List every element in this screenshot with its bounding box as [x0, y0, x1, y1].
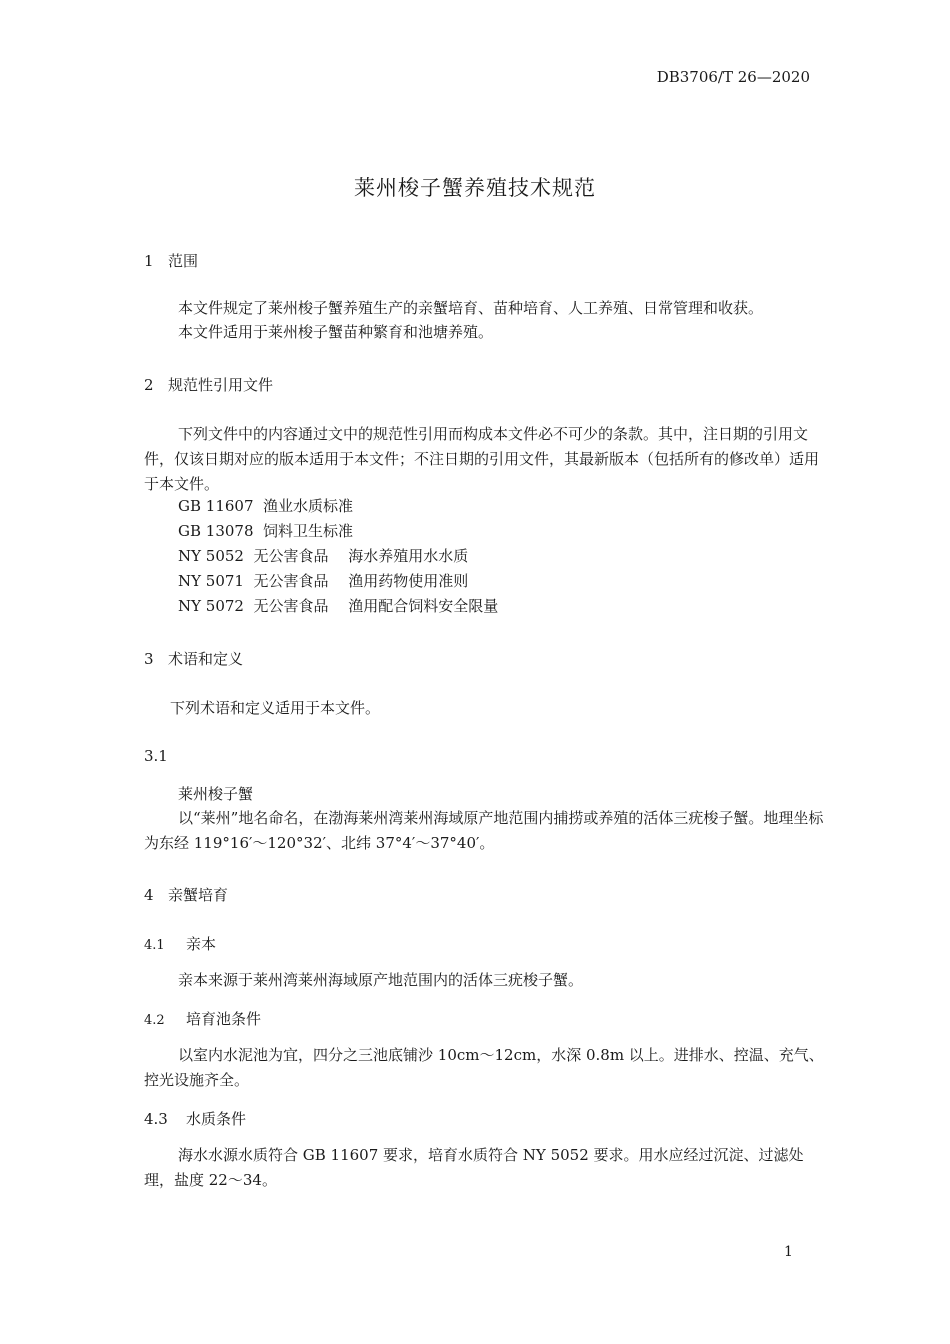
reference-name: 无公害食品 渔用配合饲料安全限量 — [253, 597, 499, 615]
paragraph: 本文件规定了莱州梭子蟹养殖生产的亲蟹培育、苗种培育、人工养殖、日常管理和收获。 — [178, 299, 764, 317]
reference-item — [178, 544, 468, 569]
section-title: 亲蟹培育 — [168, 886, 229, 904]
reference-item — [178, 569, 468, 594]
subsection-number: 4.3 — [144, 1110, 168, 1128]
section-title: 规范性引用文件 — [168, 376, 274, 394]
reference-name: 渔业水质标准 — [263, 497, 354, 515]
reference-name: 无公害食品 渔用药物使用准则 — [253, 572, 469, 590]
subsection-4-2-heading — [144, 1008, 261, 1029]
subsection-4-3-heading — [144, 1108, 246, 1129]
section-number: 1 — [144, 252, 154, 270]
reference-code: GB 13078 — [178, 522, 254, 540]
paragraph: 下列术语和定义适用于本文件。 — [170, 699, 381, 717]
subsection-4-1-heading — [144, 933, 216, 954]
reference-code: NY 5072 — [178, 597, 244, 615]
term-definition: 以“莱州”地名命名，在渤海莱州湾莱州海域原产地范围内捕捞或养殖的活体三疣梭子蟹。地理坐标为东经 119°16′～120°32′、北纬 37°4′～37°40′。 — [144, 809, 824, 852]
reference-code: NY 5071 — [178, 572, 244, 590]
paragraph: 亲本来源于莱州湾莱州海域原产地范围内的活体三疣梭子蟹。 — [178, 971, 584, 989]
subsection-number: 4.2 — [144, 1013, 165, 1028]
subsection-number: 4.1 — [144, 938, 165, 953]
subsection-3-1-number: 3.1 — [144, 747, 168, 765]
reference-name: 饲料卫生标准 — [263, 522, 354, 540]
section-number: 3 — [144, 650, 154, 668]
section-3-heading — [144, 648, 243, 669]
section-number: 2 — [144, 376, 154, 394]
section-4-heading — [144, 884, 228, 905]
subsection-title: 培育池条件 — [186, 1010, 262, 1028]
paragraph: 本文件适用于莱州梭子蟹苗种繁育和池塘养殖。 — [178, 323, 494, 341]
paragraph: 以室内水泥池为宜，四分之三池底铺沙 10cm～12cm，水深 0.8m 以上。进排水、控温、充气、控光设施齐全。 — [144, 1046, 824, 1089]
subsection-title: 水质条件 — [186, 1110, 247, 1128]
section-number: 4 — [144, 886, 154, 904]
section-title: 术语和定义 — [168, 650, 244, 668]
document-title: 莱州梭子蟹养殖技术规范 — [354, 176, 596, 200]
reference-item — [178, 519, 353, 544]
section-1-heading — [144, 250, 198, 271]
reference-item — [178, 594, 498, 619]
subsection-title: 亲本 — [186, 935, 217, 953]
reference-code: GB 11607 — [178, 497, 254, 515]
page-number: 1 — [784, 1244, 793, 1260]
paragraph: 海水水源水质符合 GB 11607 要求，培育水质符合 NY 5052 要求。用水应经过沉淀、过滤处理，盐度 22～34。 — [144, 1146, 804, 1189]
reference-item — [178, 494, 353, 519]
section-title: 范围 — [168, 252, 199, 270]
reference-code: NY 5052 — [178, 547, 244, 565]
term-name: 莱州梭子蟹 — [178, 785, 254, 803]
standard-code: DB3706/T 26—2020 — [656, 68, 810, 86]
section-2-heading — [144, 374, 273, 395]
reference-name: 无公害食品 海水养殖用水水质 — [253, 547, 469, 565]
paragraph: 下列文件中的内容通过文中的规范性引用而构成本文件必不可少的条款。其中，注日期的引用文件，仅该日期对应的版本适用于本文件；不注日期的引用文件，其最新版本（包括所有的修改单）适用于本文件。 — [144, 425, 820, 493]
